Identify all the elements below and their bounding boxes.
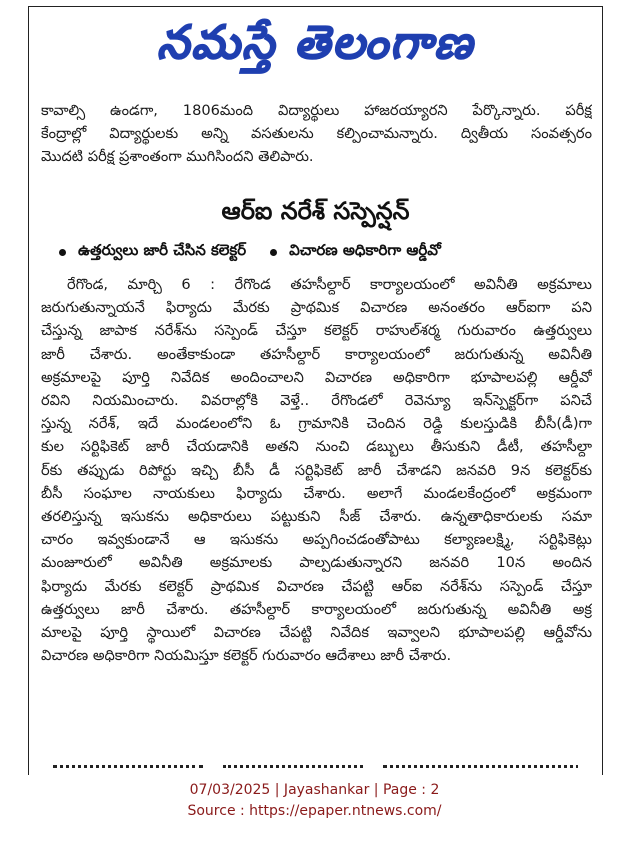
intro-line: కేంద్రాల్లో విద్యార్థులకు అన్ని వసతులను కల్పించామన్నారు. ద్వితీయ సంవత్సరం (41, 125, 592, 143)
masthead-title: నమస్తే తెలంగాణ (156, 15, 475, 69)
article-line: జారీ చేశారు. అంతేకాకుండా తహసీల్దార్ కార్యాలయంలో జరుగుతున్న అవినీతి (41, 345, 592, 363)
subhead-item (270, 241, 441, 263)
article-line: చేస్తున్న జాపాక నరేశ్‌ను సస్పెండ్ చేస్తూ కలెక్టర్ రాహుల్‌శర్మ గురువారం ఉత్తర్వులు (41, 322, 592, 340)
article-line: స్తున్న నరేశ్, ఇదే మండలంలోని ఓ గ్రామానికి చెందిన రెడ్డి కులస్తుడికి బీసీ(డీ)గా (41, 415, 592, 433)
article-line: అక్రమాలపై పూర్తి నివేదిక అందించాలని విచారణ అధికారిగా భూపాలపల్లి ఆర్డీవో (41, 368, 592, 386)
source-footer (0, 780, 629, 822)
article-line: రవిని నియమించారు. వివరాల్లోకి వెళ్తే.. రేగొండలో రెవెన్యూ ఇన్‌స్పెక్టర్‌గా పనిచే (41, 392, 592, 410)
bullet-icon (270, 249, 277, 256)
article-line: ఉత్తర్వులు జారీ చేశారు. తహసీల్దార్ కార్యాలయంలో జరుగుతున్న అవినీతి అక్ర (41, 600, 592, 618)
article-line: చారం ఇవ్వకుండానే ఆ ఇసుకను అప్పగించడంతోపాటు కల్యాణలక్ష్మి, సర్టిఫికెట్లు (41, 531, 592, 549)
footer-source: Source : https://epaper.ntnews.com/ (187, 803, 442, 819)
article-line: బీసీ సంఘాల నాయకులు ఫిర్యాదు చేశారు. అలాగే మండలకేంద్రంలో అక్రమంగా (41, 484, 592, 502)
article-line: తరలిస్తున్న ఇసుకను అధికారులు పట్టుకుని సీజ్ చేశారు. ఉన్నతాధికారులకు సమా (41, 508, 592, 526)
article-line: రేగొండ, మార్చి 6 : రేగొండ తహసీల్దార్ కార్యాలయంలో అవినీతి అక్రమాలు (67, 276, 592, 293)
footer-meta: 07/03/2025 | Jayashankar | Page : 2 (189, 782, 440, 798)
intro-paragraph (41, 99, 592, 169)
article-line: ఫిర్యాదు మేరకు కలెక్టర్ ప్రాథమిక విచారణ చేపట్టి ఆర్ఐ నరేశ్‌ను సస్పెండ్ చేస్తూ (41, 577, 592, 595)
intro-line: మొదటి పరీక్ష ప్రశాంతంగా ముగిసిందని తెలిపారు. (41, 148, 314, 166)
article-line: ర్‌కు తప్పుడు రిపోర్టు ఇచ్చి బీసీ డీ సర్టిఫికెట్ జారీ చేశాడని జనవరి 9న కలెక్టర్‌కు (41, 461, 592, 479)
article-headline: ఆర్ఐ నరేశ్ సస్పెన్షన్ (221, 197, 410, 225)
intro-line: కావాల్సి ఉండగా, 1806మంది విద్యార్థులు హాజరయ్యారని పేర్కొన్నారు. పరీక్ష (41, 102, 592, 119)
article-line: మాలపై పూర్తి స్థాయిలో విచారణ చేపట్టి నివేదిక ఇవ్వాలని భూపాలపల్లి ఆర్డీవోను (41, 624, 592, 642)
news-clipping (28, 6, 603, 775)
subhead-text: ఉత్తర్వులు జారీ చేసిన కలెక్టర్ (78, 241, 247, 259)
article-line: కుల సర్టిఫికెట్ జారీ చేయడానికి అతని నుంచి డబ్బులు తీసుకుని డీటీ, తహసీల్దా (41, 438, 592, 456)
subheads (59, 241, 582, 263)
article-line: మంజూరులో అవినీతి అక్రమాలకు పాల్పడుతున్నారని జనవరి 10న అందిన (41, 554, 592, 572)
article-line: విచారణ అధికారిగా నియమిస్తూ కలెక్టర్ గురువారం ఆదేశాలు జారీ చేశారు. (41, 647, 452, 665)
subhead-item (59, 241, 246, 263)
cut-off-headline-fragment (53, 759, 578, 775)
article-line: జరుగుతున్నాయనే ఫిర్యాదు మేరకు ప్రాథమిక విచారణ అనంతరం ఆర్ఐగా పని (41, 299, 592, 317)
bullet-icon (59, 249, 66, 256)
article-body (41, 273, 592, 667)
masthead (29, 7, 602, 89)
subhead-text: విచారణ అధికారిగా ఆర్డీవో (289, 241, 441, 259)
